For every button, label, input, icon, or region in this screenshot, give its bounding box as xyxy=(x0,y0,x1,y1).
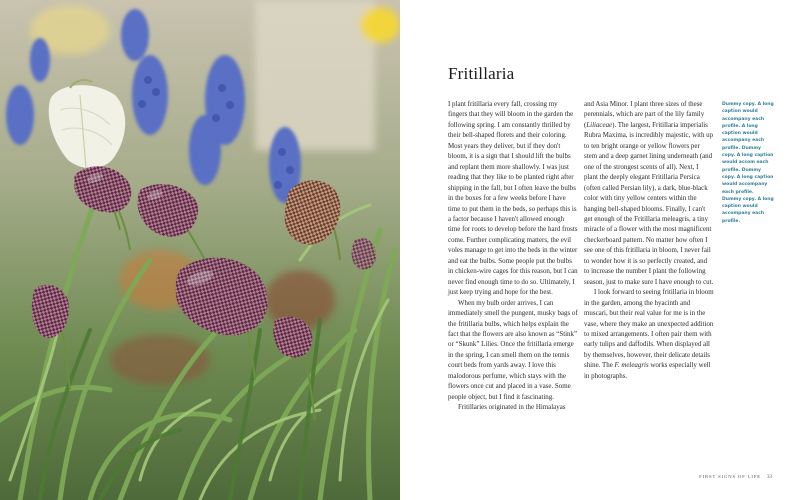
page-number: 33 xyxy=(767,475,772,480)
photo-caption: Dummy copy. A long caption would accompany each profile. A long caption would accompany each profile. Dummy copy. A long caption would accom each profile. Dummy copy. A long caption would accompany each profile. Dummy copy. A long caption would accompany each profile. xyxy=(722,102,774,224)
text-run: works especially well in photographs. xyxy=(584,361,711,380)
italic-text: F. meleagris xyxy=(614,361,649,370)
text-run: and Asia Minor. I plant three sizes of these perennials, which are part of the lily family ( xyxy=(584,100,705,129)
page-title: Fritillaria xyxy=(448,64,515,83)
italic-text: Liliaceae xyxy=(586,120,613,129)
body-paragraph xyxy=(584,287,714,381)
body-column-1 xyxy=(448,99,578,413)
section-name: FIRST SIGNS OF LIFE xyxy=(699,474,761,479)
body-paragraph: When my bulb order arrives, I can immediately smell the pungent, musky bags of the fritillaria bulbs, which helps explain the fact that the flowers are also known as “Stink” or “Skunk” Lilies. Once the fritillaria emerge in the spring, I can smell them on the tennis court beds from yards away. I love this malodorous perfume, which stays with the flowers once cut and placed in a vase. Some people object, but I find it fascinating. xyxy=(448,298,578,401)
body-column-2 xyxy=(584,99,714,381)
body-paragraph: I plant fritillaria every fall, crossing my fingers that they will bloom in the garden the following spring. I am constantly thrilled by their bell-shaped florets and their coloring. Most years they deliver, but if they don't bloom, it is a sign that I should lift the bulbs and replant them more shallowly. I was just reading that they like to be planted right after shipping in the fall, but I often leave the bulbs in the boxes for a few weeks before I have time to put them in the beds, so perhaps this is a factor because I haven't allowed enough time for roots to develop before the hard frosts come. Further complicating matters, the evil voles manage to get into the beds in the winter and eat the bulbs. Some people put the bulbs in chicken-wire cages for this reason, but I can never find enough time to do so. Ultimately, I just keep trying and hope for the best. xyxy=(448,100,578,297)
body-paragraph: Fritillaries originated in the Himalayas xyxy=(458,403,566,412)
text-run: ). The largest, Fritillaria imperialis Rubra Maxima, is incredibly majestic, with up to ten bright orange or yellow flowers per stem and a deep garnet lining underneath (and one of the strongest scents of all). Next, I plant the deeply elegant Fritillaria Persica (often called Persian lily), a dark, blue-black color with tiny yellow centers within the hanging bell-shaped blooms. Finally, I can't get enough of the Fritillaria meleagris, a tiny miracle of a flower with the most magnificent checkerboard pattern. No matter how often I see one of this fritillaria in bloom, I never fail to wonder how it is so perfectly created, and to increase the number I plant the following season, just to make sure I have enough to cut. xyxy=(584,120,714,286)
body-paragraph xyxy=(584,99,714,287)
text-page xyxy=(400,0,800,500)
running-footer xyxy=(699,474,772,480)
text-run: I look forward to seeing fritillaria in bloom in the garden, among the hyacinth and muscari, but their real value for me is in the vase, where they make an unexpected addition to mixed arrangements. I often pair them with early tulips and daffodils. When displayed all by themselves, however, their delicate details shine. The xyxy=(584,288,714,370)
